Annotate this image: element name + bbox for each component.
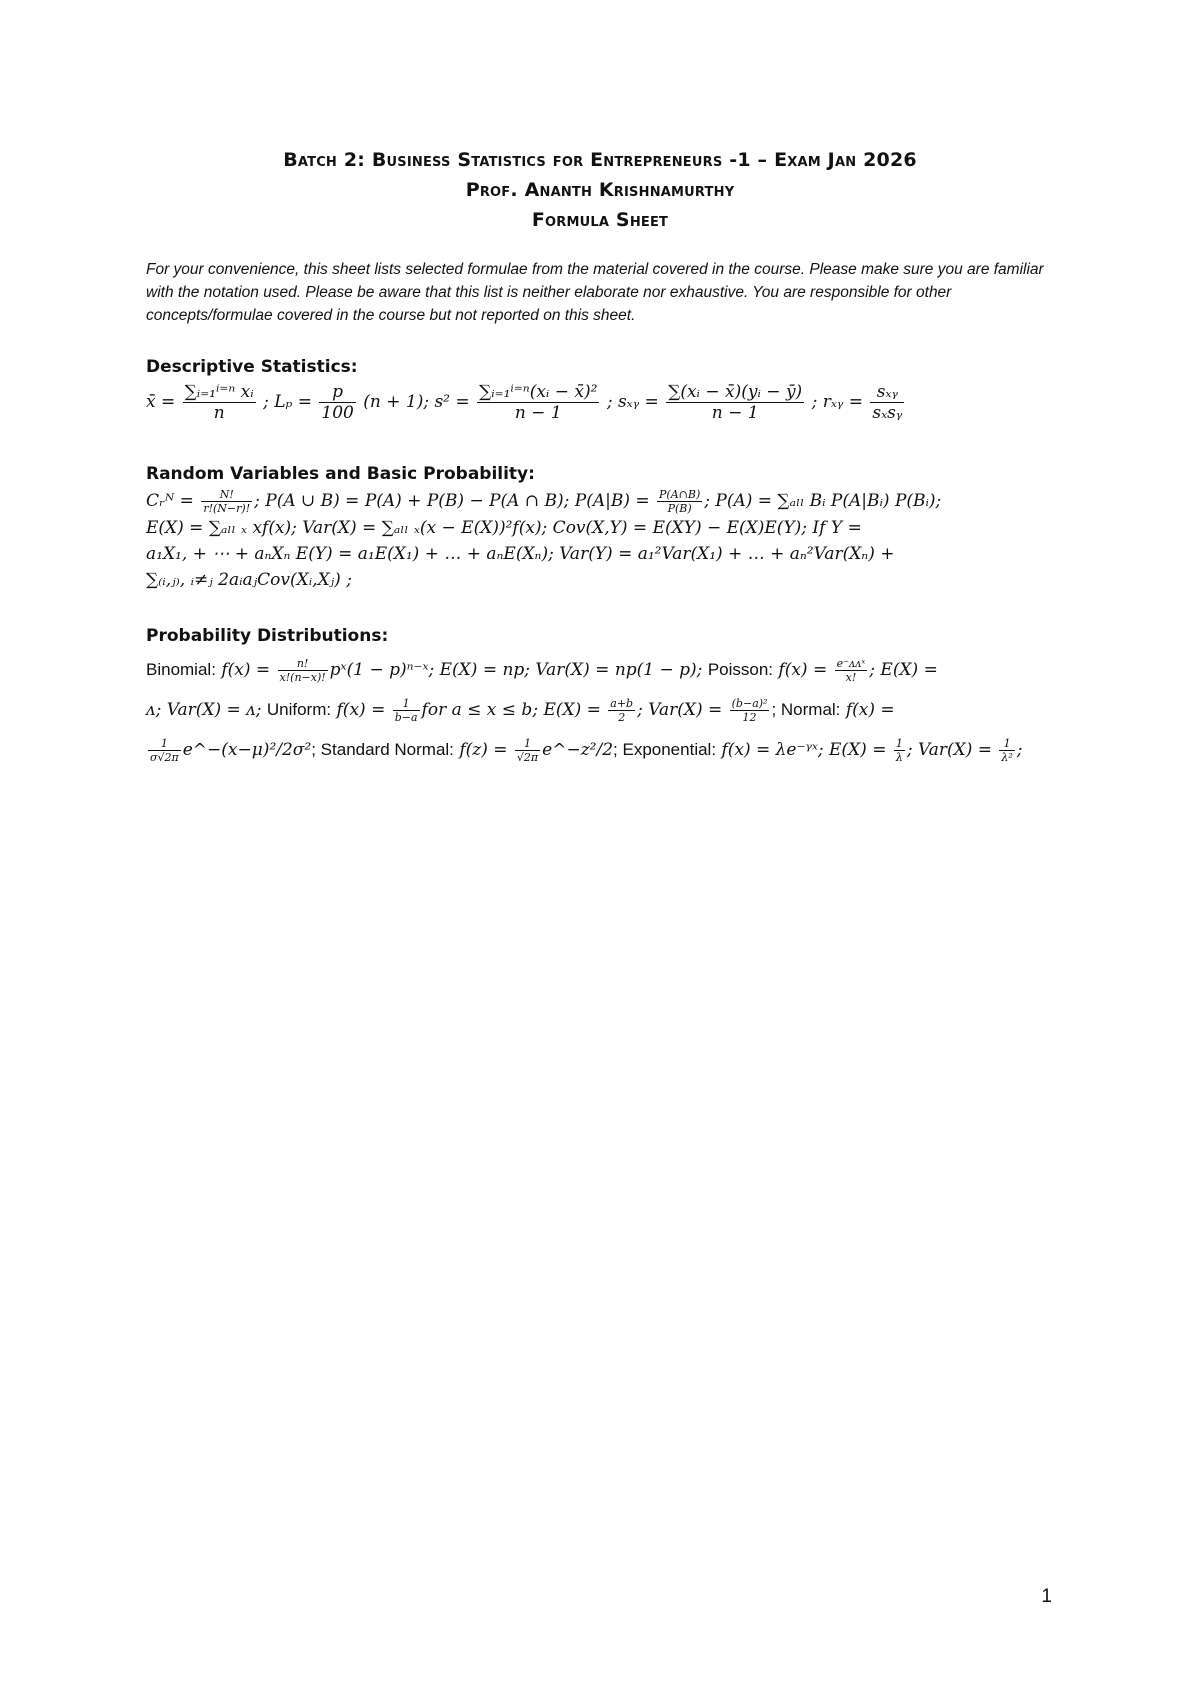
formula-block-distributions — [146, 650, 1056, 770]
probability-line-1: Cᵣᴺ = $\frac{N!}{r!(N-r)!}$ ; P(A ∪ B) = P(A) + P(B) − P(A ∩ B); P(A|B) = $\frac{P(A\cap B)}{P(B)}$ ; P(A) = ∑ₐₗₗ Bᵢ P(A|Bᵢ) P(Bᵢ); — [146, 488, 942, 515]
binomial-fraction: $\frac{n!}{x!(n-x)!}$ — [279, 657, 326, 684]
uniform-mean-fraction: $\frac{a+b}{2}$ — [610, 697, 634, 724]
formula-block-descriptive — [146, 382, 1056, 434]
formula-block-probability — [146, 488, 1056, 593]
correlation-lhs: ; rₓᵧ = — [811, 392, 863, 412]
section-heading-descriptive: Descriptive Statistics: — [146, 357, 358, 377]
poisson-fraction: $\frac{\text{e⁻ᴧᴧˣ}}{x!}$ — [836, 657, 866, 684]
probability-line-3: a₁X₁, + ⋯ + aₙXₙ E(Y) = a₁E(X₁) + … + aₙE(Xₙ); Var(Y) = a₁²Var(X₁) + … + aₙ²Var(Xₙ) + — [146, 544, 895, 564]
covariance-fraction: $\frac{\text{∑(xᵢ − x̄)(yᵢ − ȳ)}}{n - 1}$ — [668, 382, 803, 423]
covariance-lhs: ; sₓᵧ = — [606, 392, 659, 412]
page-title: Batch 2: Business Statistics for Entrepreneurs -1 – Exam Jan 2026 — [283, 149, 917, 171]
probability-line-4: ∑₍ᵢ,ⱼ₎, ᵢ≠ⱼ 2aᵢaⱼCov(Xᵢ,Xⱼ) ; — [146, 570, 352, 590]
section-heading-probability: Random Variables and Basic Probability: — [146, 464, 535, 484]
exponential-mean-fraction: $\frac{1}{\lambda}$ — [895, 737, 903, 764]
percentile-tail: (n + 1); s² = — [363, 392, 470, 412]
mean-lhs: x̄ = — [146, 392, 176, 412]
mean-fraction: $\frac{\text{∑ᵢ₌₁ⁱ⁼ⁿ xᵢ}}{n}$ — [184, 382, 254, 423]
distributions-line-1: Binomial: f(x) = $\frac{n!}{x!(n-x)!}$ pˣ(1 − p)ⁿ⁻ˣ; E(X) = np; Var(X) = np(1 − p); Poisson: f(x) = $\frac{\text{e⁻ᴧᴧˣ}}{x!}$ ; E(X) = — [146, 657, 938, 684]
percentile-fraction: $\frac{p}{100}$ — [321, 382, 354, 423]
combination-fraction: $\frac{N!}{r!(N-r)!}$ — [203, 488, 251, 515]
uniform-fraction: $\frac{1}{b-a}$ — [394, 697, 418, 724]
probability-line-2: E(X) = ∑ₐₗₗ ₓ xf(x); Var(X) = ∑ₐₗₗ ₓ(x − E(X))²f(x); Cov(X,Y) = E(XY) − E(X)E(Y); If Y = — [146, 518, 862, 538]
distributions-line-3: $\frac{1}{\sigma√2\pi}$ e^−(x−μ)²/2σ²; Standard Normal: f(z) = $\frac{1}{√2\pi}$ e^−z²/2; Exponential: f(x) = λe⁻ᵞˣ; E(X) = $\frac{1}{\lambda}$ ; Var(X) = $\frac{1}{\text{λ²}}$ ; — [150, 737, 1023, 764]
percentile-lhs: ; Lₚ = — [263, 392, 312, 412]
correlation-fraction: $\frac{\text{sₓᵧ}}{\text{sₓsᵧ}}$ — [872, 382, 903, 423]
sheet-subtitle: Formula Sheet — [531, 209, 669, 231]
distributions-line-2: ᴧ; Var(X) = ᴧ; Uniform: f(x) = $\frac{1}{b-a}$ for a ≤ x ≤ b; E(X) = $\frac{a+b}{2}$ ; Var(X) = $\frac{\text{(b−a)²}}{12}$ ; Normal: f(x) = — [146, 697, 895, 724]
intro-paragraph: For your convenience, this sheet lists selected formulae from the material covered in the course. Please make sure you are familiar with the notation used. Please be aware that this list is neither elaborate nor exhaustive. You are responsible for other concepts/formulae covered in the course but not reported on this sheet. — [146, 261, 1044, 324]
section-heading-distributions: Probability Distributions: — [146, 626, 389, 646]
exponential-variance-fraction: $\frac{1}{\text{λ²}}$ — [1001, 737, 1013, 764]
page-number: 1 — [1041, 1586, 1052, 1607]
uniform-variance-fraction: $\frac{\text{(b−a)²}}{12}$ — [731, 697, 768, 724]
standard-normal-fraction: $\frac{1}{√2\pi}$ — [516, 737, 539, 764]
normal-fraction: $\frac{1}{\sigma√2\pi}$ — [150, 737, 179, 764]
variance-fraction: $\frac{\text{∑ᵢ₌₁ⁱ⁼ⁿ(xᵢ − x̄)²}}{n - 1}$ — [479, 382, 598, 423]
conditional-fraction: $\frac{P(A\cap B)}{P(B)}$ — [659, 488, 701, 515]
author-line: Prof. Ananth Krishnamurthy — [465, 179, 735, 201]
